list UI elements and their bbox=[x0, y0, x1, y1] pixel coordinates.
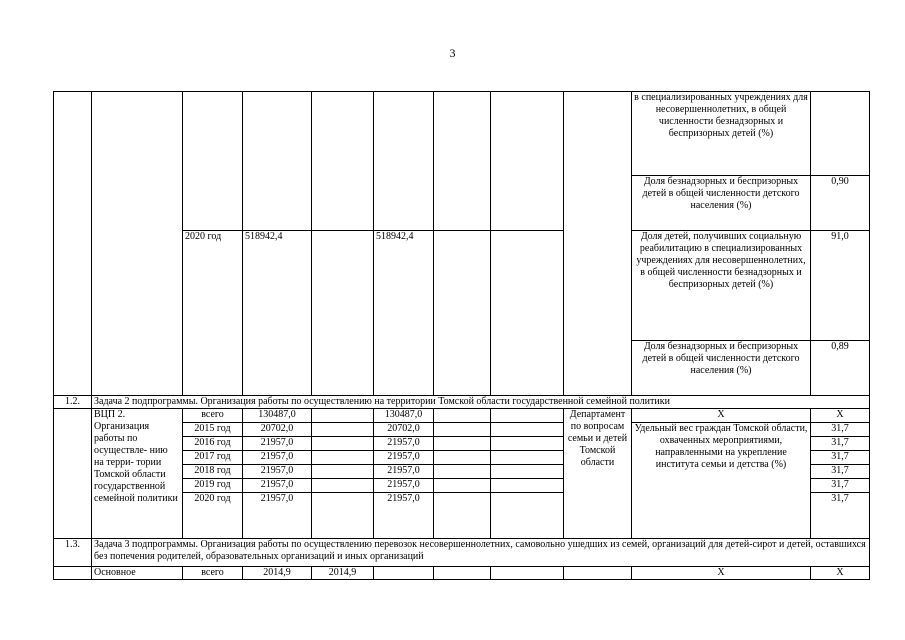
cell-total: 130487,0 bbox=[243, 409, 312, 423]
cell-period: 2015 год bbox=[183, 423, 243, 437]
measure-name: Основное bbox=[92, 567, 183, 580]
cell-number bbox=[54, 567, 92, 580]
cell-period bbox=[183, 92, 243, 176]
task-title: Задача 2 подпрограммы. Организация работы по осуществлению на территории Томской области государственной семейной политики bbox=[92, 396, 870, 409]
cell-other bbox=[491, 231, 564, 396]
indicator-value: 31,7 bbox=[811, 423, 870, 437]
cell-other bbox=[491, 437, 564, 451]
cell-local bbox=[434, 451, 491, 465]
cell-total: 20702,0 bbox=[243, 423, 312, 437]
cell-measure-name bbox=[92, 92, 183, 396]
cell-period: 2019 год bbox=[183, 479, 243, 493]
cell-other bbox=[491, 409, 564, 423]
indicator-value: 31,7 bbox=[811, 479, 870, 493]
cell-regional bbox=[374, 92, 434, 176]
cell-regional: 518942,4 bbox=[374, 231, 434, 396]
cell-local bbox=[434, 231, 491, 396]
cell-federal: 2014,9 bbox=[312, 567, 374, 580]
department bbox=[564, 567, 632, 580]
indicator-value: 0,90 bbox=[811, 176, 870, 231]
cell-federal bbox=[312, 451, 374, 465]
indicator-value: 0,89 bbox=[811, 341, 870, 396]
task-row bbox=[54, 539, 870, 567]
table-row bbox=[54, 409, 870, 423]
indicator-value: X bbox=[811, 409, 870, 423]
cell-local bbox=[434, 437, 491, 451]
cell-local bbox=[434, 423, 491, 437]
indicator-value bbox=[811, 92, 870, 176]
cell-other bbox=[491, 423, 564, 437]
cell-other bbox=[491, 451, 564, 465]
cell-regional: 21957,0 bbox=[374, 479, 434, 493]
cell-local bbox=[434, 409, 491, 423]
cell-regional: 21957,0 bbox=[374, 465, 434, 479]
indicator-cell: Доля безнадзорных и беспризорных детей в общей численности детского населения (%) bbox=[632, 176, 811, 231]
department: Департамент по вопросам семьи и детей Томской области bbox=[564, 409, 632, 539]
task-number: 1.2. bbox=[54, 396, 92, 409]
cell-other bbox=[491, 176, 564, 231]
task-number: 1.3. bbox=[54, 539, 92, 567]
indicator-cell: X bbox=[632, 567, 811, 580]
cell-period: всего bbox=[183, 409, 243, 423]
cell-local bbox=[434, 176, 491, 231]
program-table bbox=[53, 91, 870, 580]
cell-federal bbox=[312, 423, 374, 437]
cell-federal bbox=[312, 231, 374, 396]
indicator-cell: в специализированных учреждениях для несовершеннолетних, в общей численности безнадзорных и беспризорных детей (%) bbox=[632, 92, 811, 176]
cell-number bbox=[54, 409, 92, 539]
cell-other bbox=[491, 92, 564, 176]
cell-number bbox=[54, 92, 92, 396]
task-title: Задача 3 подпрограммы. Организация работы по осуществлению перевозок несовершеннолетних, самовольно ушедших из семей, организаций для детей-сирот и детей, оставшихся без попечения родителей, образовательных организаций и иных организаций bbox=[92, 539, 870, 567]
cell-total bbox=[243, 92, 312, 176]
page-number: 3 bbox=[449, 46, 456, 60]
cell-other bbox=[491, 567, 564, 580]
cell-total: 21957,0 bbox=[243, 437, 312, 451]
cell-period: 2020 год bbox=[183, 493, 243, 539]
cell-total: 21957,0 bbox=[243, 465, 312, 479]
indicator-cell: Доля детей, получивших социальную реабилитацию в специализированных учреждениях для несовершеннолетних, в общей численности безнадзорных и беспризорных детей (%) bbox=[632, 231, 811, 341]
cell-federal bbox=[312, 479, 374, 493]
cell-local bbox=[434, 465, 491, 479]
cell-regional: 21957,0 bbox=[374, 451, 434, 465]
cell-total bbox=[243, 176, 312, 231]
indicator-cell: Удельный вес граждан Томской области, охваченных мероприятиями, направленными на укрепление института семьи и детства (%) bbox=[632, 423, 811, 539]
indicator-cell: Доля безнадзорных и беспризорных детей в общей численности детского населения (%) bbox=[632, 341, 811, 396]
cell-department bbox=[564, 92, 632, 396]
cell-federal bbox=[312, 409, 374, 423]
cell-federal bbox=[312, 437, 374, 451]
cell-period: 2017 год bbox=[183, 451, 243, 465]
indicator-value: 31,7 bbox=[811, 437, 870, 451]
cell-regional bbox=[374, 567, 434, 580]
cell-total: 2014,9 bbox=[243, 567, 312, 580]
indicator-value: 31,7 bbox=[811, 451, 870, 465]
cell-federal bbox=[312, 92, 374, 176]
cell-period: всего bbox=[183, 567, 243, 580]
cell-other bbox=[491, 479, 564, 493]
cell-local bbox=[434, 479, 491, 493]
cell-federal bbox=[312, 176, 374, 231]
cell-local bbox=[434, 92, 491, 176]
cell-period bbox=[183, 176, 243, 231]
cell-regional: 21957,0 bbox=[374, 437, 434, 451]
cell-federal bbox=[312, 465, 374, 479]
cell-regional: 130487,0 bbox=[374, 409, 434, 423]
cell-regional: 20702,0 bbox=[374, 423, 434, 437]
table-row bbox=[54, 567, 870, 580]
cell-local bbox=[434, 567, 491, 580]
cell-federal bbox=[312, 493, 374, 539]
task-row bbox=[54, 396, 870, 409]
indicator-value: 31,7 bbox=[811, 493, 870, 539]
cell-period: 2018 год bbox=[183, 465, 243, 479]
cell-total: 21957,0 bbox=[243, 451, 312, 465]
cell-local bbox=[434, 493, 491, 539]
cell-total: 518942,4 bbox=[243, 231, 312, 396]
cell-regional bbox=[374, 176, 434, 231]
cell-period: 2016 год bbox=[183, 437, 243, 451]
measure-name: ВЦП 2. Организация работы по осуществле- нию на терри- тории Томской области государственной семейной политики bbox=[92, 409, 183, 539]
cell-other bbox=[491, 493, 564, 539]
cell-regional: 21957,0 bbox=[374, 493, 434, 539]
indicator-cell: X bbox=[632, 409, 811, 423]
indicator-value: X bbox=[811, 567, 870, 580]
cell-other bbox=[491, 465, 564, 479]
indicator-value: 91,0 bbox=[811, 231, 870, 341]
cell-period: 2020 год bbox=[183, 231, 243, 396]
cell-total: 21957,0 bbox=[243, 479, 312, 493]
indicator-value: 31,7 bbox=[811, 465, 870, 479]
table-row bbox=[54, 92, 870, 176]
cell-total: 21957,0 bbox=[243, 493, 312, 539]
